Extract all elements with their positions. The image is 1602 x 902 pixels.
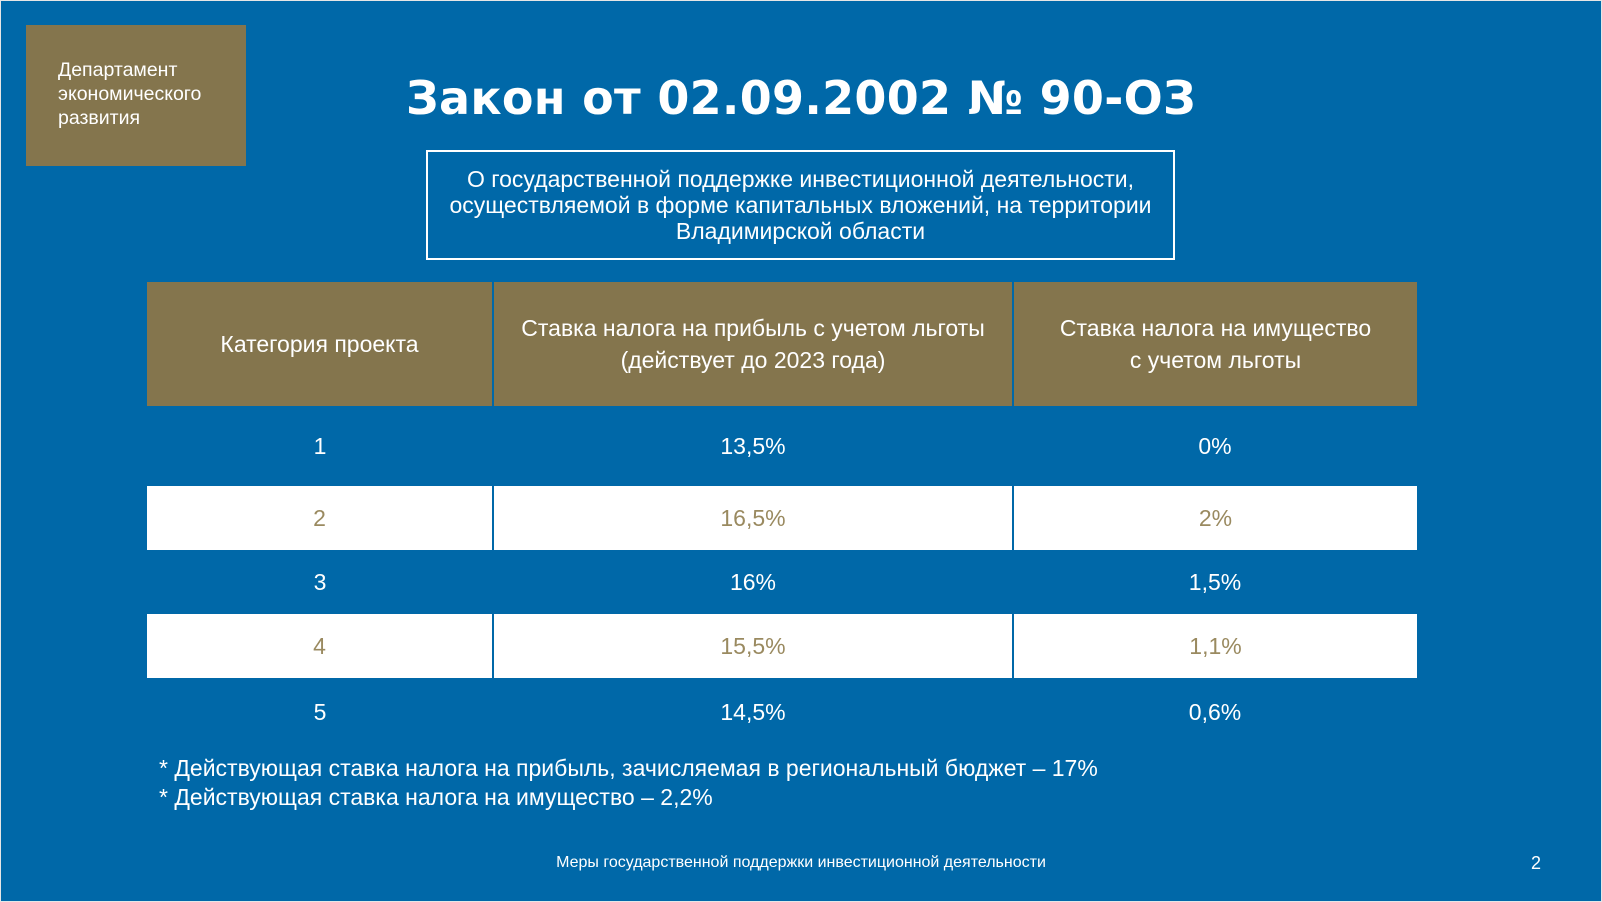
- department-line-1: Департамент: [58, 59, 178, 81]
- header-property-tax-line-1: Ставка налога на имущество: [1059, 315, 1372, 341]
- header-property-tax-line-2: с учетом льготы: [1129, 347, 1302, 373]
- cell-profit-tax: 13,5%: [493, 406, 1013, 486]
- law-subject-line-3: Владимирской области: [675, 218, 926, 244]
- header-project-category-text: Категория проекта: [220, 331, 419, 357]
- page-number: 2: [1530, 853, 1541, 873]
- cell-category: 2: [147, 486, 493, 550]
- footnote-profit-tax: * Действующая ставка налога на прибыль, зачисляемая в региональный бюджет – 17%: [159, 755, 1098, 781]
- header-profit-tax-rate: [493, 282, 1013, 406]
- cell-profit-tax: 16,5%: [493, 486, 1013, 550]
- cell-property-tax: 1,5%: [1013, 550, 1417, 614]
- table-row: [147, 614, 1417, 678]
- table-row: [147, 550, 1417, 614]
- slide-footer: Меры государственной поддержки инвестиционной деятельности: [556, 854, 1046, 871]
- cell-profit-tax: 16%: [493, 550, 1013, 614]
- cell-category: 4: [147, 614, 493, 678]
- department-label-box: [26, 25, 246, 166]
- tax-rate-table: [147, 282, 1417, 746]
- footnotes: [159, 754, 1098, 812]
- table-row: [147, 406, 1417, 486]
- law-subject-box: [426, 150, 1175, 260]
- cell-property-tax: 0,6%: [1013, 678, 1417, 746]
- cell-profit-tax: 14,5%: [493, 678, 1013, 746]
- slide-title: Закон от 02.09.2002 № 90-ОЗ: [406, 71, 1196, 125]
- header-profit-tax-line-2: (действует до 2023 года): [620, 347, 886, 373]
- cell-category: 1: [147, 406, 493, 486]
- header-profit-tax-line-1: Ставка налога на прибыль с учетом льготы: [521, 315, 985, 341]
- table-header-row: [147, 282, 1417, 406]
- cell-property-tax: 2%: [1013, 486, 1417, 550]
- cell-property-tax: 1,1%: [1013, 614, 1417, 678]
- department-line-2: экономического: [58, 83, 202, 105]
- law-subject-line-1: О государственной поддержке инвестиционной деятельности,: [466, 166, 1135, 192]
- table-row: [147, 486, 1417, 550]
- cell-property-tax: 0%: [1013, 406, 1417, 486]
- footnote-property-tax: * Действующая ставка налога на имущество – 2,2%: [159, 784, 713, 810]
- cell-category: 5: [147, 678, 493, 746]
- header-property-tax-rate: [1013, 282, 1417, 406]
- table-row: [147, 678, 1417, 746]
- department-line-3: развития: [58, 107, 141, 129]
- cell-profit-tax: 15,5%: [493, 614, 1013, 678]
- cell-category: 3: [147, 550, 493, 614]
- law-subject-line-2: осуществляемой в форме капитальных вложений, на территории: [449, 192, 1152, 218]
- header-project-category: [147, 282, 493, 406]
